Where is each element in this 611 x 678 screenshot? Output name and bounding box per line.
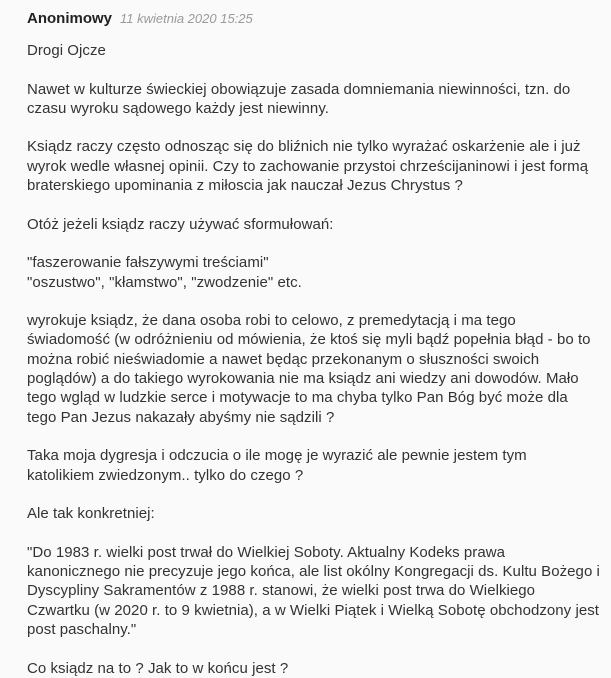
- comment-author: Anonimowy: [27, 10, 112, 27]
- comment-paragraph: Ksiądz raczy często odnosząc się do bliźnich nie tylko wyrażać oskarżenie ale i już wyrok wedle własnej opinii. Czy to zachowanie przystoi chrześcijaninowi i jest formą braterskiego upominania z miłoscia jak nauczał Jezus Chrystus ?: [27, 138, 589, 195]
- comment-paragraph: Taka moja dygresja i odczucia o ile mogę je wyrazić ale pewnie jestem tym katolikiem zwiedzonym.. tylko do czego ?: [27, 447, 527, 484]
- comment-paragraph: Ale tak konkretniej:: [27, 505, 155, 523]
- comment-timestamp[interactable]: 11 kwietnia 2020 15:25: [120, 11, 253, 26]
- comment-paragraph: "faszerowanie fałszywymi treściami" "oszustwo", "kłamstwo", "zwodzenie" etc.: [27, 254, 302, 291]
- comment-paragraph: "Do 1983 r. wielki post trwał do Wielkiej Soboty. Aktualny Kodeks prawa kanonicznego nie precyzuje jego końca, ale list okólny Kongregacji ds. Kultu Bożego i Dyscypliny Sakramentów z 1988 r. stanowi, że wielki post trwa do Wielkiego Czwartku (w 2020 r. to 9 kwietnia), a w Wielki Piątek i Wielką Sobotę obchodzony jest post paschalny.": [27, 543, 600, 638]
- comment-paragraph: Co ksiądz na to ? Jak to w końcu jest ?: [27, 659, 289, 677]
- comment-paragraph: Nawet w kulturze świeckiej obowiązuje zasada domniemania niewinności, tzn. do czasu wyroku sądowego każdy jest niewinny.: [27, 80, 571, 117]
- comment-header: [27, 10, 611, 31]
- comment-paragraph: wyrokuje ksiądz, że dana osoba robi to celowo, z premedytacją i ma tego świadomość (w odróżnieniu od mówienia, że ktoś się myli bądź popełnia błąd - bo to można robić nieświadomie a nawet będąc przekonanym o słuszności swoich poglądów) a do takiego wyrokowania nie ma ksiądz ani wiedzy ani dowodów. Mało tego wgląd w ludzkie serce i motywacje to ma chyba tylko Pan Bóg być może dla tego Pan Jezus nakazały abyśmy nie sądzili ?: [27, 312, 591, 426]
- comment-paragraph: Drogi Ojcze: [27, 42, 106, 59]
- comment-paragraph: Otóż jeżeli ksiądz raczy używać sformułowań:: [27, 215, 334, 233]
- comment-body: [27, 41, 611, 678]
